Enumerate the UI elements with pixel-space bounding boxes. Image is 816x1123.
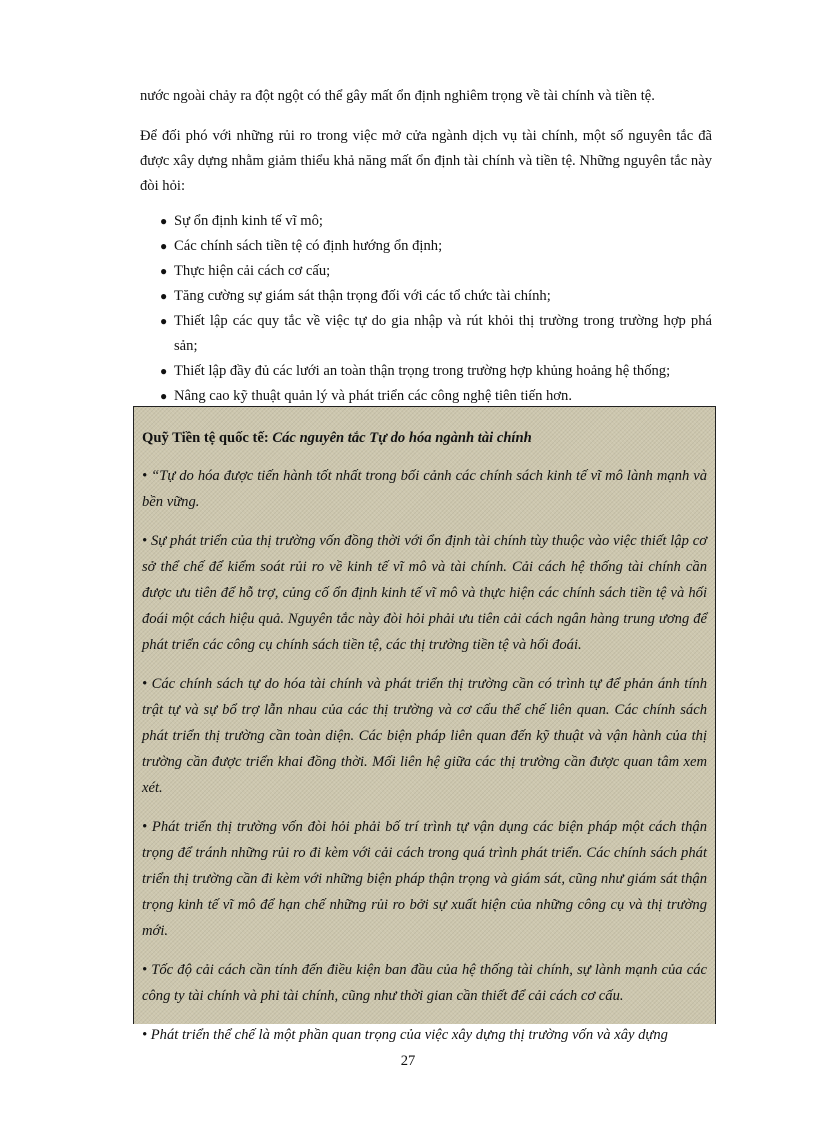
box-item: • “Tự do hóa được tiến hành tốt nhất trong bối cảnh các chính sách kinh tế vĩ mô lành mạnh và bền vững. — [142, 468, 707, 510]
box-title-italic: Các nguyên tắc Tự do hóa ngành tài chính — [272, 430, 532, 446]
box-item: • Sự phát triển của thị trường vốn đồng thời với ổn định tài chính tùy thuộc vào việc thiết lập cơ sở thể chế để kiểm soát rủi ro về kinh tế vĩ mô và tài chính. Cải cách hệ thống tài chính cần được ưu tiên để hỗ trợ, củng cố ổn định kinh tế vĩ mô và thực hiện các chính sách tiền tệ và hối đoái một cách hiệu quả. Nguyên tắc này đòi hỏi phải ưu tiên cải cách ngân hàng trung ương để phát triển các công cụ chính sách tiền tệ, các thị trường tiền tệ và hối đoái. — [142, 533, 707, 653]
list-item: ● Tăng cường sự giám sát thận trọng đối với các tổ chức tài chính; — [140, 284, 712, 309]
page-number: 27 — [400, 1053, 416, 1069]
bullet-icon: ● — [160, 389, 168, 403]
box-item: • Tốc độ cải cách cần tính đến điều kiện ban đầu của hệ thống tài chính, sự lành mạnh của các công ty tài chính và phi tài chính, cũng như thời gian cần thiết để cải cách cơ cấu. — [142, 962, 707, 1004]
box-title — [142, 427, 707, 450]
principles-bullet-list — [140, 209, 712, 409]
bullet-icon: ● — [160, 264, 168, 278]
list-item: ● Các chính sách tiền tệ có định hướng ổn định; — [140, 234, 712, 259]
box-title-prefix: Quỹ Tiền tệ quốc tế: — [142, 430, 273, 446]
paragraph-principles-intro: Để đối phó với những rủi ro trong việc mở cửa ngành dịch vụ tài chính, một số nguyên tắc đã được xây dựng nhằm giảm thiểu khả năng mất ổn định tài chính và tiền tệ. Những nguyên tắc này đòi hỏi: — [140, 128, 712, 194]
bullet-icon: ● — [160, 289, 168, 303]
list-item: ● Thiết lập các quy tắc về việc tự do gia nhập và rút khỏi thị trường trong trường hợp phá sản; — [140, 309, 712, 359]
list-item: ● Thiết lập đầy đủ các lưới an toàn thận trọng trong trường hợp khủng hoảng hệ thống; — [140, 359, 712, 384]
bullet-icon: ● — [160, 314, 168, 328]
box-item: • Các chính sách tự do hóa tài chính và phát triển thị trường cần có trình tự để phản ánh tính trật tự và sự bổ trợ lẫn nhau của các thị trường và cơ cấu thể chế liên quan. Các chính sách phát triển thị trường cần toàn diện. Các biện pháp liên quan đến kỹ thuật và vận hành của thị trường cần được triển khai đồng thời. Mối liên hệ giữa các thị trường cần được quan tâm xem xét. — [142, 676, 707, 796]
list-item: ● Thực hiện cải cách cơ cấu; — [140, 259, 712, 284]
list-item: ● Sự ổn định kinh tế vĩ mô; — [140, 209, 712, 234]
bullet-icon: ● — [160, 214, 168, 228]
paragraph-intro-continuation: nước ngoài chảy ra đột ngột có thể gây mất ổn định nghiêm trọng về tài chính và tiền tệ. — [140, 88, 655, 104]
imf-principles-box — [133, 406, 716, 1043]
box-item: • Phát triển thị trường vốn đòi hỏi phải bố trí trình tự vận dụng các biện pháp một cách thận trọng để tránh những rủi ro đi kèm với cải cách trong quá trình phát triển. Các chính sách phát triển thị trường cần đi kèm với những biện pháp thận trọng và giám sát, cũng như giám sát thận trọng kinh tế vĩ mô để hạn chế những rủi ro bởi sự xuất hiện của những công cụ và thị trường mới. — [142, 819, 707, 939]
bullet-icon: ● — [160, 364, 168, 378]
bullet-icon: ● — [160, 239, 168, 253]
list-item: ● Nâng cao kỹ thuật quản lý và phát triển các công nghệ tiên tiến hơn. — [140, 384, 712, 409]
box-item: • Phát triển thể chế là một phần quan trọng của việc xây dựng thị trường vốn và xây dựng — [142, 1027, 668, 1043]
